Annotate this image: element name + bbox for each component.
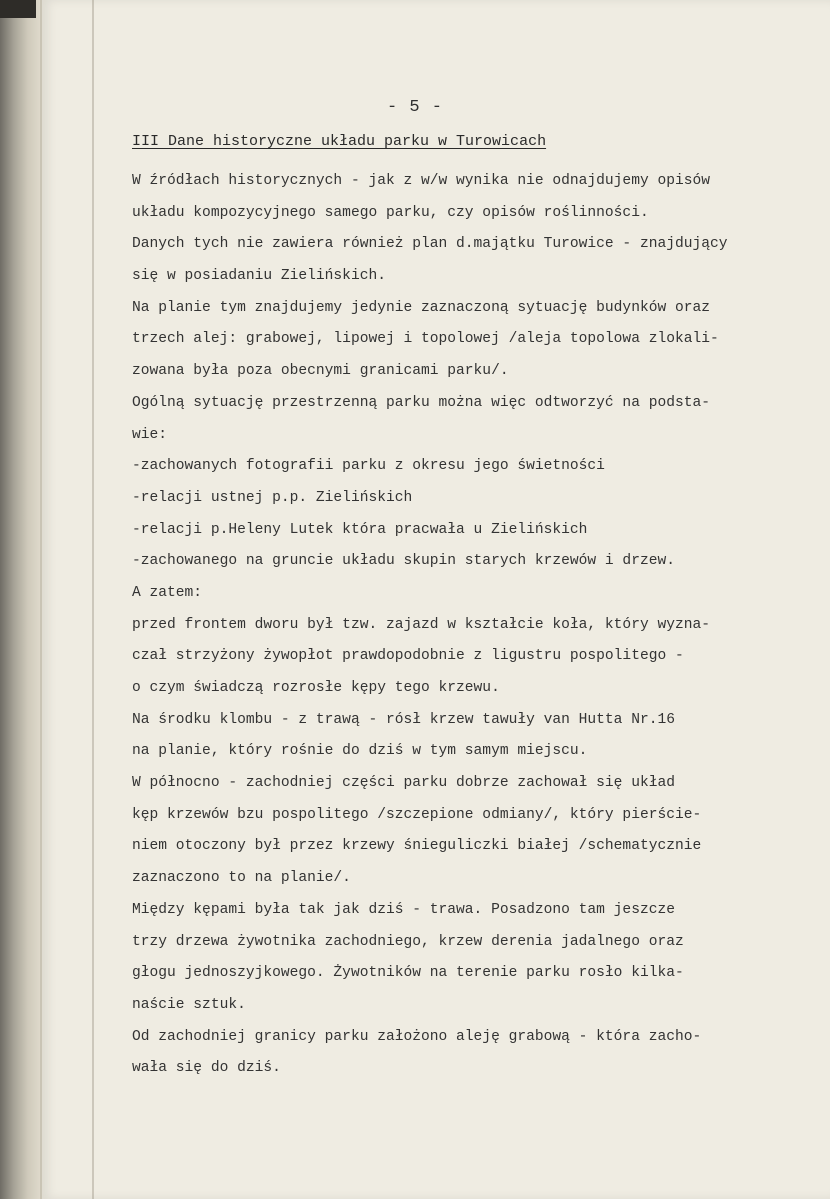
text-line: -relacji p.Heleny Lutek która pracwała u Zielińskich <box>132 521 588 538</box>
text-line: trzech alej: grabowej, lipowej i topolowej /aleja topolowa zlokali- <box>132 331 719 348</box>
text-line: Na planie tym znajdujemy jedynie zaznaczoną sytuację budynków oraz <box>132 299 711 316</box>
section-heading: III Dane historyczne układu parku w Turowicach <box>132 133 547 150</box>
text-line: Na środku klombu - z trawą - rósł krzew tawuły van Hutta Nr.16 <box>132 711 675 728</box>
text-line: Między kępami była tak jak dziś - trawa. Posadzono tam jeszcze <box>132 901 675 918</box>
text-line: wała się do dziś. <box>132 1060 281 1077</box>
text-line: kęp krzewów bzu pospolitego /szczepione odmiany/, który pierście- <box>132 806 702 823</box>
text-line: niem otoczony był przez krzewy śnieguliczki białej /schematycznie <box>132 838 702 855</box>
text-line: W źródłach historycznych - jak z w/w wynika nie odnajdujemy opisów <box>132 173 711 189</box>
text-line: układu kompozycyjnego samego parku, czy opisów roślinności. <box>132 204 649 221</box>
page-crease <box>92 0 94 1199</box>
text-line: zaznaczono to na planie/. <box>132 870 351 887</box>
text-line: trzy drzewa żywotnika zachodniego, krzew derenia jadalnego oraz <box>132 933 684 950</box>
text-line: Ogólną sytuację przestrzenną parku można więc odtworzyć na podsta- <box>132 394 711 411</box>
text-line: -zachowanych fotografii parku z okresu jego świetności <box>132 458 605 475</box>
text-line: się w posiadaniu Zielińskich. <box>132 268 386 285</box>
page-number: - 5 - <box>386 98 443 117</box>
text-line: naście sztuk. <box>132 996 246 1013</box>
text-line: przed frontem dworu był tzw. zajazd w kształcie koła, który wyzna- <box>132 616 711 633</box>
binding-corner <box>0 0 36 18</box>
body-text <box>132 166 830 1085</box>
text-line: zowana była poza obecnymi granicami parku/. <box>132 363 509 380</box>
text-line: wie: <box>132 426 168 443</box>
text-line: A zatem: <box>132 584 203 601</box>
text-line: na planie, który rośnie do dziś w tym samym miejscu. <box>132 743 588 760</box>
text-line: czał strzyżony żywopłot prawdopodobnie z ligustru pospolitego - <box>132 648 684 665</box>
text-line: Od zachodniej granicy parku założono aleję grabową - która zacho- <box>132 1028 702 1045</box>
book-spine <box>0 0 40 1199</box>
text-line: W północno - zachodniej części parku dobrze zachował się układ <box>132 775 675 792</box>
text-line: -zachowanego na gruncie układu skupin starych krzewów i drzew. <box>132 553 675 570</box>
text-line: głogu jednoszyjkowego. Żywotników na terenie parku rosło kilka- <box>132 965 684 982</box>
text-line: -relacji ustnej p.p. Zielińskich <box>132 489 413 506</box>
text-line: o czym świadczą rozrosłe kępy tego krzewu. <box>132 680 500 696</box>
text-line: Danych tych nie zawiera również plan d.majątku Turowice - znajdujący <box>132 236 728 253</box>
